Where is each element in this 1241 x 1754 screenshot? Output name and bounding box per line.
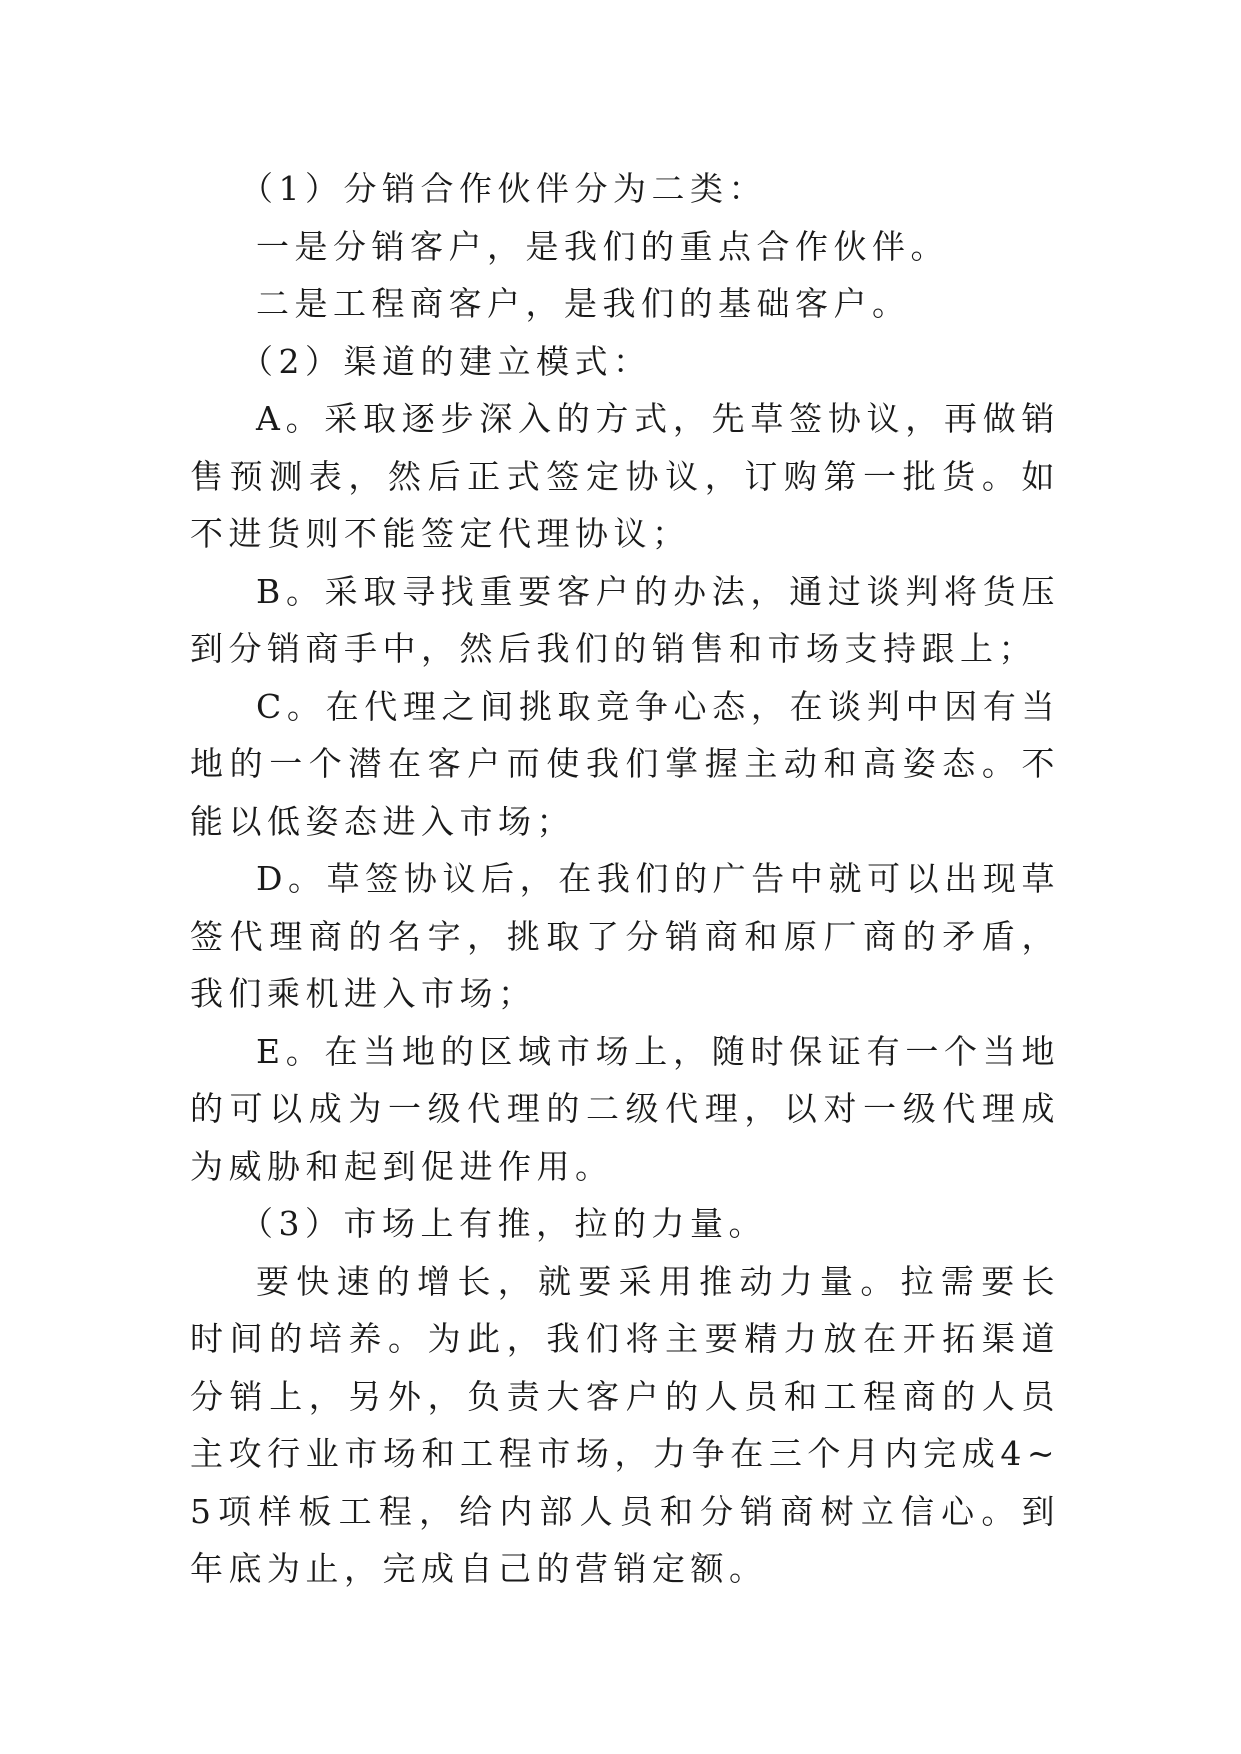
section-heading-push-pull: （3）市场上有推，拉的力量。 (240, 1204, 767, 1243)
paragraph-distribution-customers: 一是分销客户，是我们的重点合作伙伴。 (256, 226, 949, 266)
document-body (190, 160, 1060, 1598)
section-heading-channel-model: （2）渠道的建立模式： (240, 341, 652, 381)
paragraph-item-b: B。采取寻找重要客户的办法，通过谈判将货压到分销商手中，然后我们的销售和市场支持跟上； (190, 571, 1060, 668)
paragraph-item-c: C。在代理之间挑取竞争心态，在谈判中因有当地的一个潜在客户而使我们掌握主动和高姿态。不能以低姿态进入市场； (190, 686, 1060, 841)
paragraph-growth-strategy: 要快速的增长，就要采用推动力量。拉需要长时间的培养。为此，我们将主要精力放在开拓渠道分销上，另外，负责大客户的人员和工程商的人员主攻行业市场和工程市场，力争在三个月内完成4~5项样板工程，给内部人员和分销商树立信心。到年底为止，完成自己的营销定额。 (190, 1261, 1060, 1588)
paragraph-item-e: E。在当地的区域市场上，随时保证有一个当地的可以成为一级代理的二级代理，以对一级代理成为威胁和起到促进作用。 (190, 1031, 1060, 1186)
paragraph-engineering-customers: 二是工程商客户，是我们的基础客户。 (256, 284, 911, 323)
section-heading-distribution-partners: （1）分销合作伙伴分为二类： (240, 169, 767, 208)
paragraph-item-d: D。草签协议后，在我们的广告中就可以出现草签代理商的名字，挑取了分销商和原厂商的矛盾，我们乘机进入市场； (190, 859, 1060, 1013)
paragraph-item-a: A。采取逐步深入的方式，先草签协议，再做销售预测表，然后正式签定协议，订购第一批货。如不进货则不能签定代理协议； (190, 399, 1060, 553)
